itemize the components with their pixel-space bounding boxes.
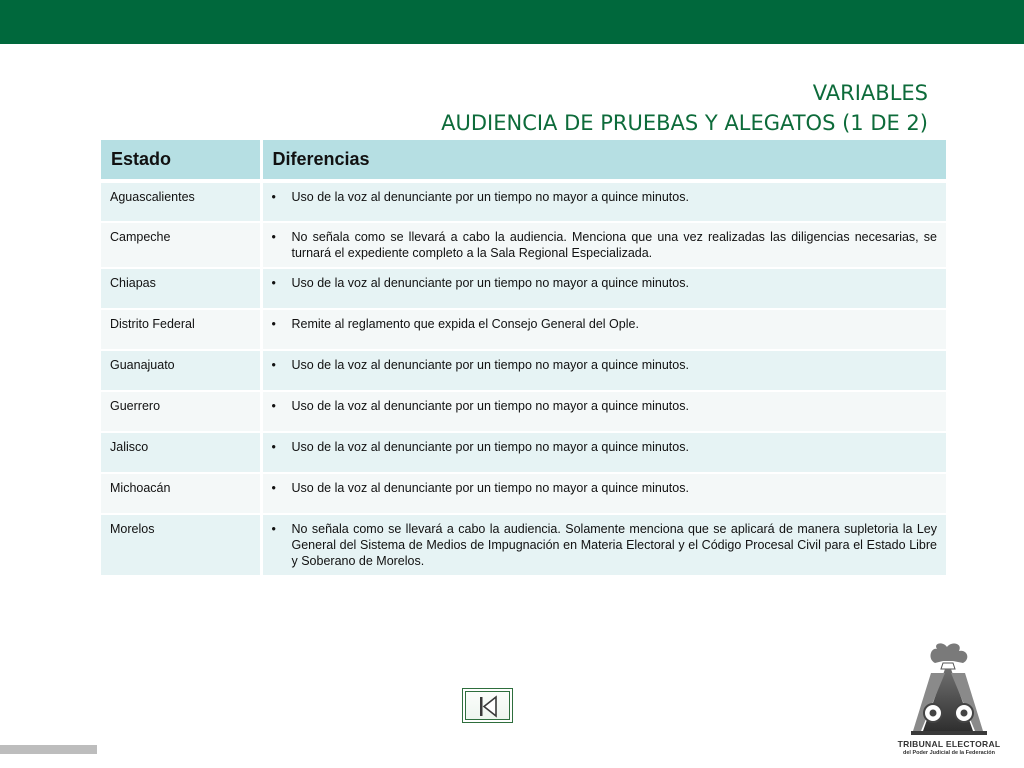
column-header-diferencias: Diferencias [261,140,946,181]
bullet-item [272,316,938,332]
table-row [101,181,946,222]
diferencia-text: Uso de la voz al denunciante por un tiempo no mayor a quince minutos. [291,399,689,413]
bullet-item [272,521,938,569]
bullet-item [272,357,938,373]
diferencia-text: Uso de la voz al denunciante por un tiempo no mayor a quince minutos. [291,358,689,372]
bullet-item [272,189,938,205]
bullet-item [272,398,938,414]
bullet-icon: • [271,190,276,204]
logo-subtitle: del Poder Judicial de la Federación [902,750,995,756]
bullet-icon: • [271,276,276,290]
bullet-icon: • [271,522,276,536]
bullet-item [272,439,938,455]
diferencia-text: No señala como se llevará a cabo la audiencia. Menciona que una vez realizadas las diligencias necesarias, se turnará el expediente completo a la Sala Regional Especializada. [291,230,937,260]
diferencia-text: Uso de la voz al denunciante por un tiempo no mayor a quince minutos. [291,440,689,454]
bullet-icon: • [271,358,276,372]
estado-cell: Michoacán [101,473,261,514]
differences-table [101,140,946,575]
estado-cell: Distrito Federal [101,309,261,350]
skip-to-first-icon [466,692,511,721]
diferencia-text: Uso de la voz al denunciante por un tiempo no mayor a quince minutos. [291,190,689,204]
column-header-estado: Estado [101,140,261,181]
slide-title [441,78,928,138]
diferencia-text: No señala como se llevará a cabo la audiencia. Solamente menciona que se aplicará de manera supletoria la Ley General del Sistema de Medios de Impugnación en Materia Electoral y el Código Procesal Civil para el Estado Libre y Soberano de Morelos. [291,522,937,568]
estado-cell: Guerrero [101,391,261,432]
button-face [465,691,510,720]
diferencia-cell [261,391,946,432]
bottom-left-strip [0,745,97,754]
bullet-item [272,480,938,496]
table-row [101,432,946,473]
logo-name: TRIBUNAL ELECTORAL [897,739,1001,749]
bullet-icon: • [271,481,276,495]
top-banner [0,0,1024,44]
table-row [101,391,946,432]
table-body [101,181,946,575]
bullet-item [272,275,938,291]
table-row [101,473,946,514]
estado-cell: Guanajuato [101,350,261,391]
diferencia-cell [261,309,946,350]
table-row [101,222,946,268]
table-row [101,350,946,391]
diferencia-cell [261,181,946,222]
diferencia-cell [261,222,946,268]
table-row [101,309,946,350]
bullet-item [272,229,938,261]
diferencia-cell [261,473,946,514]
table-row [101,514,946,575]
estado-cell: Campeche [101,222,261,268]
diferencia-text: Remite al reglamento que expida el Consejo General del Ople. [291,317,639,331]
estado-cell: Morelos [101,514,261,575]
bullet-icon: • [271,399,276,413]
first-slide-button[interactable] [462,688,513,723]
bullet-icon: • [271,317,276,331]
diferencia-text: Uso de la voz al denunciante por un tiempo no mayor a quince minutos. [291,481,689,495]
diferencia-cell [261,268,946,309]
diferencia-cell [261,514,946,575]
estado-cell: Chiapas [101,268,261,309]
diferencia-cell [261,350,946,391]
diferencia-cell [261,432,946,473]
title-line-1: VARIABLES [812,81,928,105]
table-header-row [101,140,946,181]
diferencia-text: Uso de la voz al denunciante por un tiempo no mayor a quince minutos. [291,276,689,290]
estado-cell: Jalisco [101,432,261,473]
title-line-2: AUDIENCIA DE PRUEBAS Y ALEGATOS (1 DE 2) [441,111,928,135]
bullet-icon: • [271,230,276,244]
bullet-icon: • [271,440,276,454]
estado-cell: Aguascalientes [101,181,261,222]
table-row [101,268,946,309]
